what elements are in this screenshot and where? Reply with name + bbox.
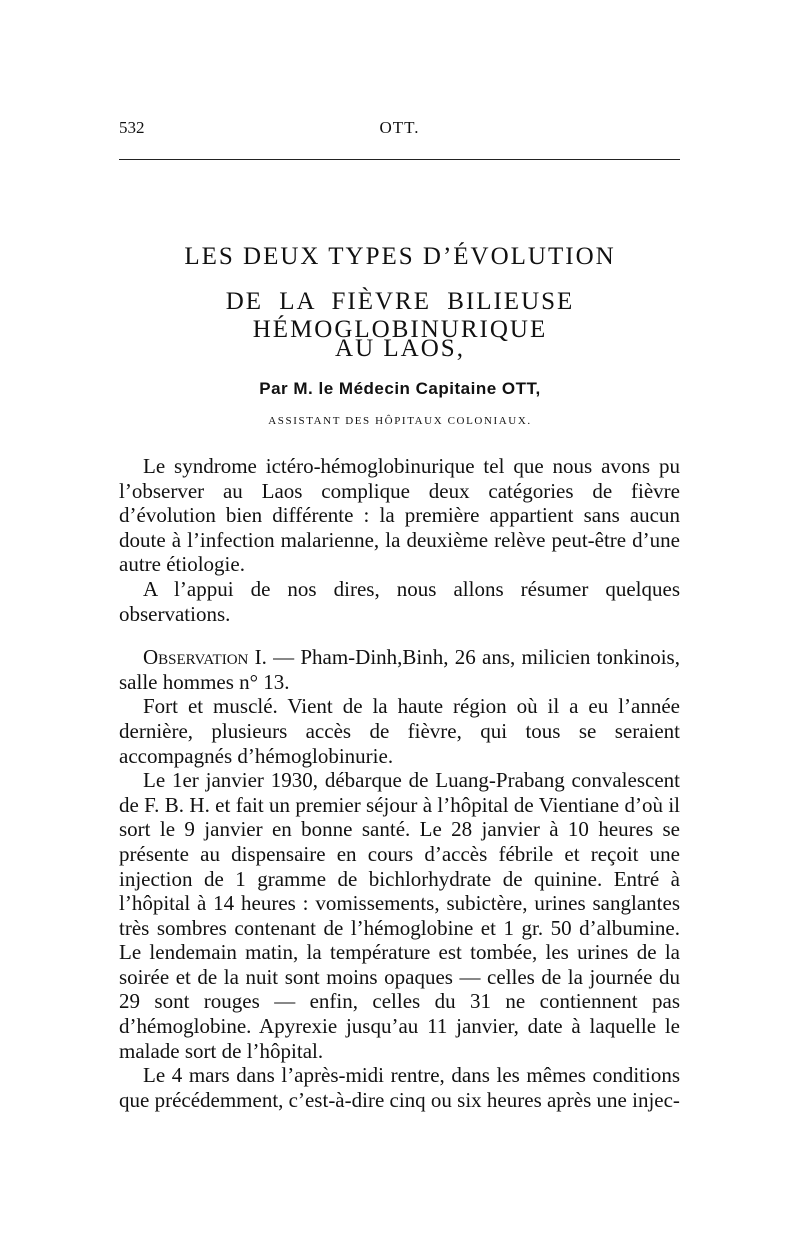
article-title-line-3: AU LAOS, <box>335 335 465 362</box>
observation-patient: — Pham-Dinh,Binh, 26 ans, milicien tonkinois, salle hommes n° 13. <box>119 645 680 694</box>
paragraph-history: Fort et musclé. Vient de la haute région où il a eu l’année dernière, plusieurs accès de fièvre, qui tous se seraient accompagnés d’hémoglobinurie. <box>119 694 680 768</box>
article-body <box>119 454 680 1112</box>
paragraph-intro: Le syndrome ictéro-hémoglobinurique tel que nous avons pu l’observer au Laos complique deux catégories de fièvre d’évolution bien différente : la première appartient sans aucun doute à l’infection malarienne, la deuxième relève peut-être d’une autre étiologie. <box>119 454 680 577</box>
article-title-line-2: DE LA FIÈVRE BILIEUSE HÉMOGLOBINURIQUE <box>225 288 575 343</box>
paragraph-second-episode: Le 4 mars dans l’après-midi rentre, dans les mêmes conditions que précédemment, c’est-à-dire cinq ou six heures après une injec- <box>119 1063 680 1112</box>
article-title-line-1: LES DEUX TYPES D’ÉVOLUTION <box>184 243 616 270</box>
page-header <box>119 118 680 142</box>
author-line: Par M. le Médecin Capitaine OTT, <box>259 379 541 398</box>
paragraph-first-episode: Le 1er janvier 1930, débarque de Luang-Prabang convalescent de F. B. H. et fait un premier séjour à l’hôpital de Vientiane d’où il sort le 9 janvier en bonne santé. Le 28 janvier à 10 heures se présente au dispensaire en cours d’accès fébrile et reçoit une injection de 1 gramme de bichlorhydrate de quinine. Entré à l’hôpital à 14 heures : vomissements, subictère, urines sanglantes très sombres contenant de l’hémoglobine et 1 gr. 50 d’albumine. Le lendemain matin, la température est tombée, les urines de la soirée et de la nuit sont moins opaques — celles de la journée du 29 sont rouges — enfin, celles du 31 ne contiennent pas d’hémoglobine. Apyrexie jusqu’au 11 janvier, date à laquelle le malade sort de l’hôpital. <box>119 768 680 1063</box>
paragraph-announce: A l’appui de nos dires, nous allons résumer quelques observations. <box>119 576 680 626</box>
header-rule <box>119 159 680 160</box>
observation-label: Observation I. <box>143 645 267 670</box>
page-number: 532 <box>119 118 145 137</box>
running-head: OTT. <box>379 118 420 137</box>
paragraph-observation-heading <box>119 645 680 694</box>
author-affiliation: ASSISTANT DES HÔPITAUX COLONIAUX. <box>268 415 532 427</box>
